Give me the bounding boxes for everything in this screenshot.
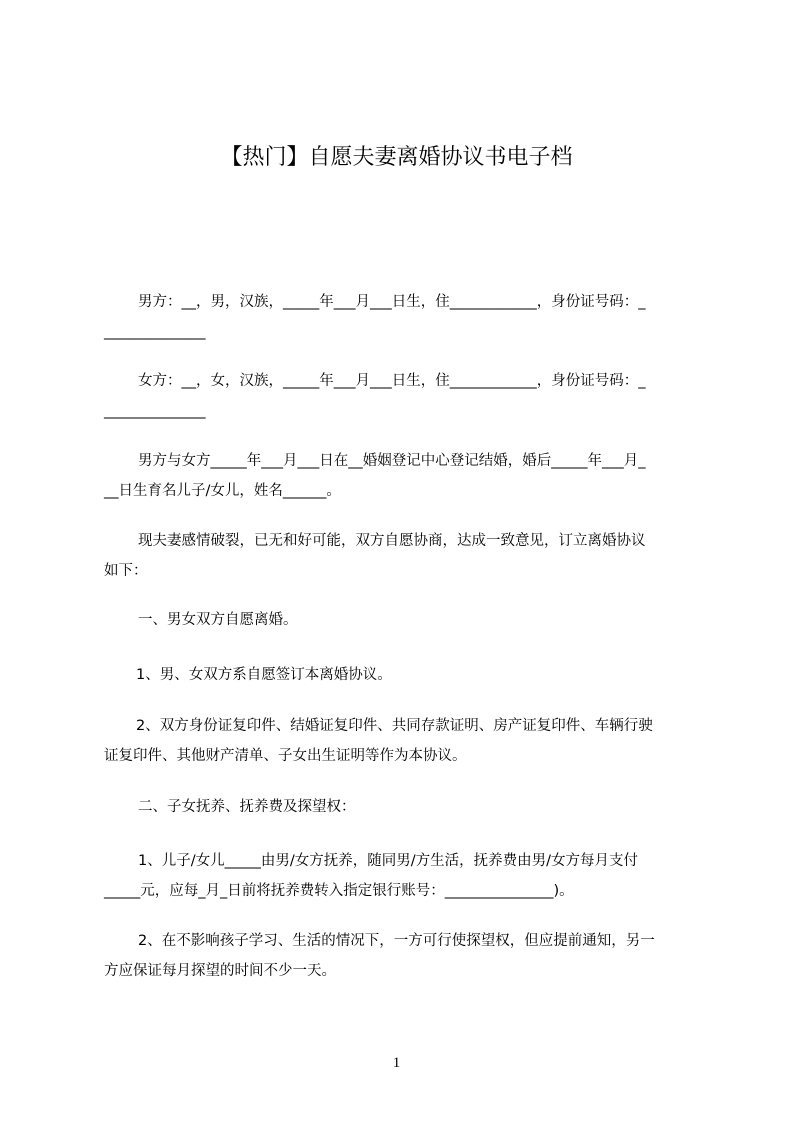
paragraph-line: 如下： xyxy=(104,563,148,579)
clause-1-2 xyxy=(104,711,704,771)
paragraph-line: 二、子女抚养、抚养费及探望权： xyxy=(138,799,356,815)
paragraph-line: 1、儿子/女儿_____由男/女方抚养，随同男/方生活，抚养费由男/女方每月支付 xyxy=(138,853,639,869)
clause-1-1 xyxy=(104,660,704,690)
paragraph-line: 1、男、女双方系自愿签订本离婚协议。 xyxy=(136,667,392,683)
paragraph-female-party xyxy=(104,366,704,426)
paragraph-line: 一、男女双方自愿离婚。 xyxy=(138,612,298,628)
paragraph-line: 证复印件、其他财产清单、子女出生证明等作为本协议。 xyxy=(104,748,467,764)
section-heading-children xyxy=(104,792,704,822)
paragraph-marriage-info xyxy=(104,446,704,506)
page-number: 1 xyxy=(392,1055,401,1071)
paragraph-preamble xyxy=(104,526,704,586)
paragraph-male-party xyxy=(104,287,704,347)
paragraph-line: 男方：__，男，汉族，_____年___月___日生，住____________，身份证号码：_ xyxy=(138,294,646,310)
paragraph-line: 女方：__，女，汉族，_____年___月___日生，住____________，身份证号码：_ xyxy=(138,373,646,389)
paragraph-line: ______________ xyxy=(104,403,206,419)
paragraph-line: ______________ xyxy=(104,324,206,340)
paragraph-line: __日生育名儿子/女儿，姓名______。 xyxy=(104,483,341,499)
paragraph-line: _____元，应每_月_日前将抚养费转入指定银行账号：_______________)。 xyxy=(104,883,574,899)
paragraph-line: 2、双方身份证复印件、结婚证复印件、共同存款证明、房产证复印件、车辆行驶 xyxy=(136,718,653,734)
paragraph-line: 男方与女方_____年___月___日在__婚姻登记中心登记结婚，婚后_____年___月_ xyxy=(138,453,646,469)
section-heading-divorce xyxy=(104,605,704,635)
document-title: 【热门】自愿夫妻离婚协议书电子档 xyxy=(220,145,573,170)
clause-2-2 xyxy=(104,926,704,986)
clause-2-1 xyxy=(104,846,704,906)
paragraph-line: 2、在不影响孩子学习、生活的情况下，一方可行使探望权，但应提前通知，另一 xyxy=(138,933,655,949)
paragraph-line: 现夫妻感情破裂，已无和好可能，双方自愿协商，达成一致意见，订立离婚协议 xyxy=(138,533,646,549)
paragraph-line: 方应保证每月探望的时间不少一天。 xyxy=(104,963,336,979)
